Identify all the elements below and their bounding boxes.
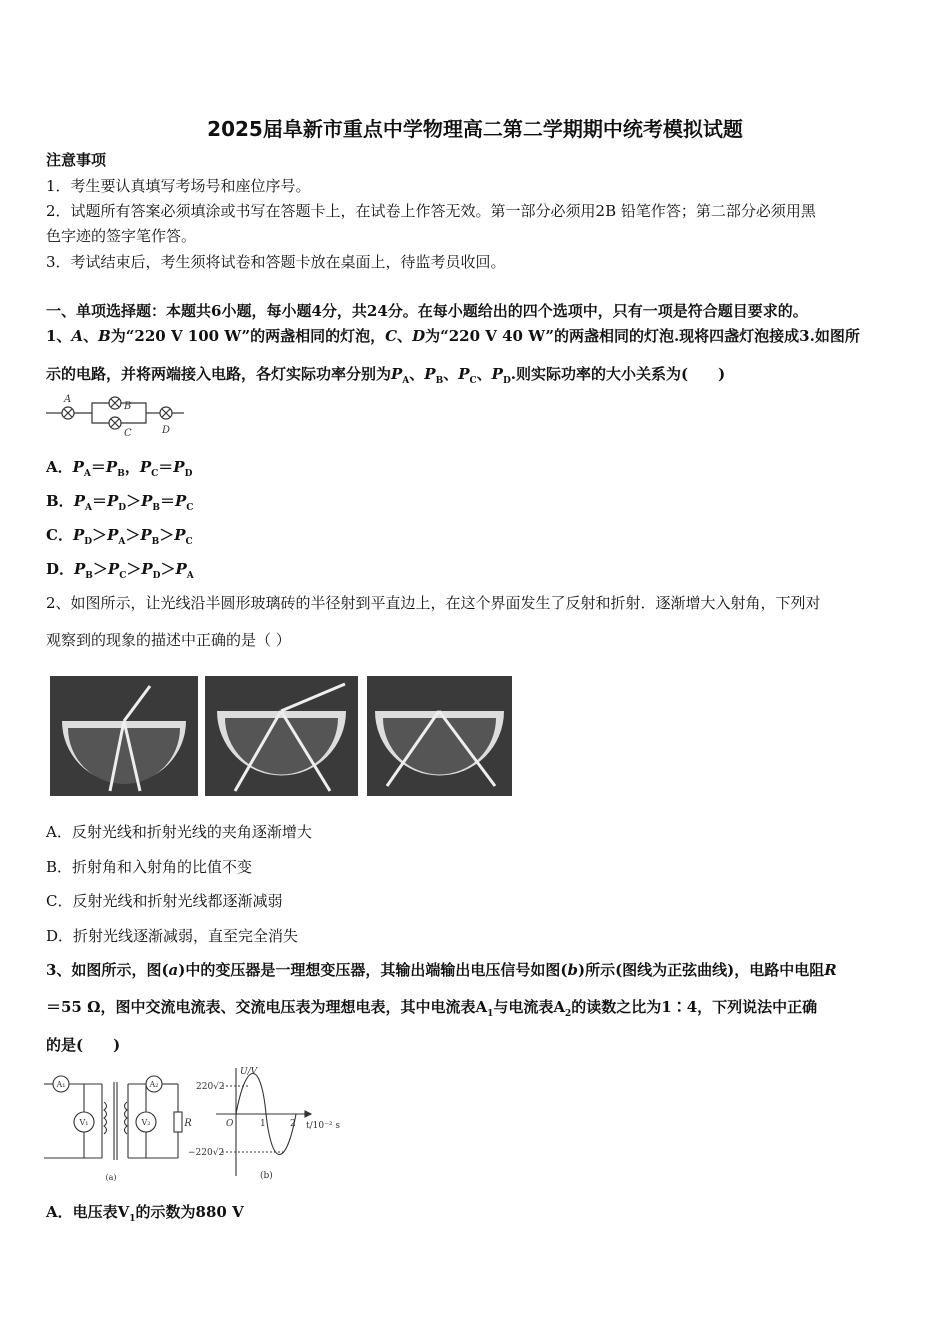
graph-tick-1: 1 bbox=[260, 1119, 266, 1129]
graph-ylabel: U/V bbox=[240, 1067, 258, 1077]
lamp-label-d: D bbox=[162, 425, 171, 436]
graph-origin: O bbox=[226, 1119, 234, 1129]
notice-item: 1．考生要认真填写考场号和座位序号。 bbox=[46, 177, 311, 195]
graph-ymin: −220√2 bbox=[188, 1148, 225, 1158]
resistor-label: R bbox=[184, 1118, 192, 1129]
graph-xlabel: t/10⁻² s bbox=[306, 1121, 340, 1131]
q2-option-c[interactable]: C．反射光线和折射光线都逐渐减弱 bbox=[46, 892, 283, 910]
graph-tick-2: 2 bbox=[290, 1119, 296, 1129]
q3-option-a[interactable]: A．电压表$V_1$的示数为880 V bbox=[46, 1203, 244, 1224]
section-heading: 一、单项选择题：本题共6小题，每小题4分，共24分。在每小题给出的四个选项中，只有一项是符合题目要求的。 bbox=[46, 302, 808, 320]
q1-circuit-figure bbox=[46, 393, 186, 439]
refraction-photo-3 bbox=[367, 676, 512, 796]
voltmeter-v1-label: V₁ bbox=[79, 1118, 89, 1127]
lamp-label-c: C bbox=[124, 428, 132, 439]
q1-option-d[interactable]: D．$P_B>P_C>P_D>P_A$ bbox=[46, 560, 194, 581]
q1-option-c[interactable]: C．$P_D>P_A>P_B>P_C$ bbox=[46, 526, 193, 547]
q2-option-a[interactable]: A．反射光线和折射光线的夹角逐渐增大 bbox=[46, 823, 312, 841]
q2-option-b[interactable]: B．折射角和入射角的比值不变 bbox=[46, 858, 253, 876]
lamp-label-a: A bbox=[64, 394, 72, 405]
ammeter-a2-label: A₂ bbox=[149, 1080, 159, 1089]
refraction-photo-1 bbox=[50, 676, 198, 796]
voltmeter-v2-label: V₂ bbox=[141, 1118, 151, 1127]
q2-stem: 观察到的现象的描述中正确的是（ ） bbox=[46, 631, 291, 649]
q3-stem: 3、如图所示，图(a)中的变压器是一理想变压器，其输出端输出电压信号如图(b)所示(图线为正弦曲线)，电路中电阻R bbox=[46, 961, 837, 979]
fig-a-caption: (a) bbox=[105, 1173, 117, 1182]
notice-item: 色字迹的签字笔作答。 bbox=[46, 227, 197, 245]
q1-option-b[interactable]: B．$P_A=P_D>P_B=P_C$ bbox=[46, 492, 194, 513]
refraction-photo-2 bbox=[205, 676, 358, 796]
q2-stem: 2、如图所示，让光线沿半圆形玻璃砖的半径射到平直边上，在这个界面发生了反射和折射．逐渐增大入射角，下列对 bbox=[46, 594, 821, 612]
q1-stem: 示的电路，并将两端接入电路，各灯实际功率分别为$P_A$、$P_B$、$P_C$、$P_D$.则实际功率的大小关系为( ) bbox=[46, 365, 726, 386]
q3-stem: 的是( ) bbox=[46, 1036, 121, 1054]
ammeter-a1-label: A₁ bbox=[56, 1080, 66, 1089]
notice-heading: 注意事项 bbox=[46, 151, 107, 169]
q2-option-d[interactable]: D．折射光线逐渐减弱，直至完全消失 bbox=[46, 927, 299, 945]
page-title: 2025届阜新市重点中学物理高二第二学期期中统考模拟试题 bbox=[207, 117, 743, 141]
q3-voltage-graph bbox=[186, 1064, 356, 1184]
q1-option-a[interactable]: A．$P_A=P_B$，$P_C=P_D$ bbox=[46, 458, 193, 479]
notice-item: 2．试题所有答案必须填涂或书写在答题卡上，在试卷上作答无效。第一部分必须用2B 铅笔作答；第二部分必须用黑 bbox=[46, 202, 816, 220]
q3-transformer-figure bbox=[44, 1072, 194, 1184]
fig-b-caption: (b) bbox=[260, 1171, 273, 1181]
q1-stem: 1、A、B为“220 V 100 W”的两盏相同的灯泡，C、D为“220 V 40 W”的两盏相同的灯泡.现将四盏灯泡接成3.如图所 bbox=[46, 327, 860, 345]
graph-ymax: 220√2 bbox=[196, 1082, 225, 1092]
notice-item: 3．考试结束后，考生须将试卷和答题卡放在桌面上，待监考员收回。 bbox=[46, 253, 506, 271]
q3-stem: ＝55 Ω，图中交流电流表、交流电压表为理想电表，其中电流表$A_1$与电流表$A_2$的读数之比为1∶4，下列说法中正确 bbox=[46, 998, 818, 1019]
lamp-label-b: B bbox=[124, 401, 132, 412]
